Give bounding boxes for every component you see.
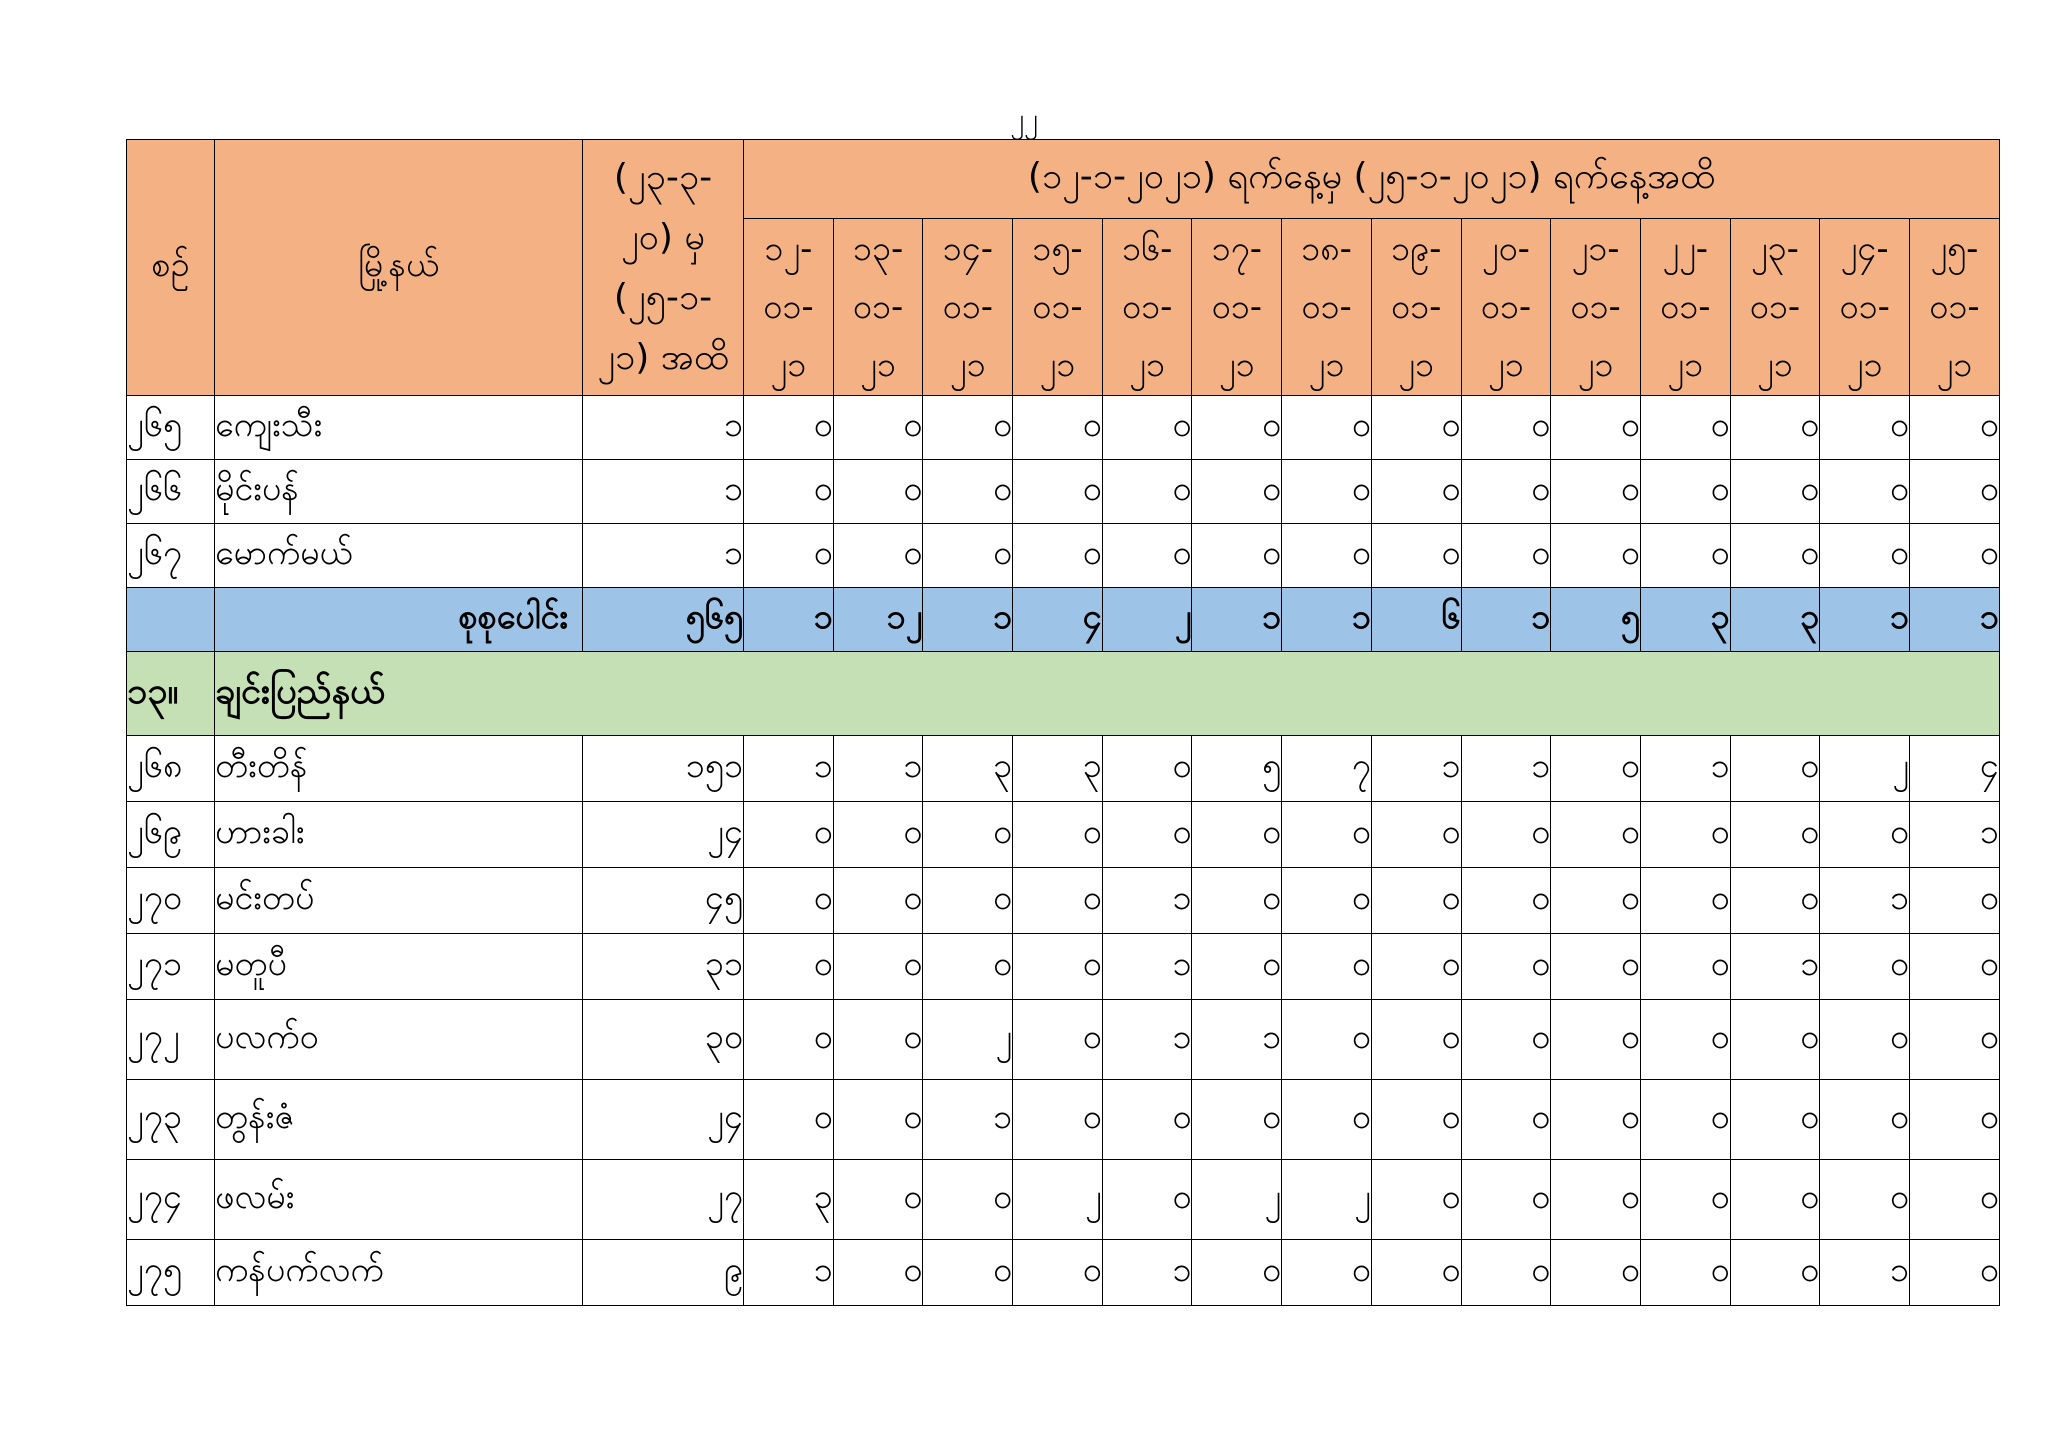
header-date: ၂၂- ၀၁- ၂၁ [1640, 219, 1730, 396]
row-daily-value: ၀ [1192, 934, 1282, 1000]
table-row [127, 1240, 2000, 1306]
row-daily-value: ၀ [1102, 396, 1192, 460]
row-daily-value: ၅ [1192, 736, 1282, 802]
row-daily-value: ၀ [1551, 1080, 1641, 1160]
total-daily-value: ၁၂ [833, 588, 923, 652]
row-daily-value: ၀ [1820, 1080, 1910, 1160]
row-index: ၂၆၅ [127, 396, 215, 460]
row-daily-value: ၀ [1282, 396, 1372, 460]
section-index: ၁၃။ [127, 652, 215, 736]
row-daily-value: ၀ [1282, 460, 1372, 524]
header-date: ၂၃- ၀၁- ၂၁ [1730, 219, 1820, 396]
row-daily-value: ၀ [1013, 1080, 1103, 1160]
table-row [127, 868, 2000, 934]
row-index: ၂၇၃ [127, 1080, 215, 1160]
row-index: ၂၆၉ [127, 802, 215, 868]
row-daily-value: ၀ [1640, 934, 1730, 1000]
row-daily-value: ၃ [744, 1160, 834, 1240]
row-daily-value: ၀ [1730, 460, 1820, 524]
row-daily-value: ၀ [1371, 1000, 1461, 1080]
row-township: ပလက်ဝ [215, 1000, 583, 1080]
row-daily-value: ၀ [833, 1240, 923, 1306]
row-cumulative: ၁ [583, 524, 744, 588]
row-index: ၂၇၅ [127, 1240, 215, 1306]
row-daily-value: ၀ [1102, 1160, 1192, 1240]
row-daily-value: ၀ [923, 460, 1013, 524]
row-daily-value: ၀ [1730, 1000, 1820, 1080]
row-daily-value: ၁ [1730, 934, 1820, 1000]
row-daily-value: ၀ [1282, 1080, 1372, 1160]
row-daily-value: ၀ [1282, 868, 1372, 934]
row-daily-value: ၀ [1909, 868, 1999, 934]
row-daily-value: ၀ [1730, 1080, 1820, 1160]
row-daily-value: ၀ [833, 868, 923, 934]
row-index: ၂၇၄ [127, 1160, 215, 1240]
row-daily-value: ၀ [923, 1240, 1013, 1306]
row-daily-value: ၁ [744, 736, 834, 802]
row-daily-value: ၀ [1909, 396, 1999, 460]
row-daily-value: ၀ [1192, 1240, 1282, 1306]
row-daily-value: ၀ [1909, 1080, 1999, 1160]
row-daily-value: ၀ [1013, 460, 1103, 524]
row-cumulative: ၂၄ [583, 1080, 744, 1160]
row-cumulative: ၃၀ [583, 1000, 744, 1080]
row-daily-value: ၀ [1192, 1080, 1282, 1160]
total-label: စုစုပေါင်း [215, 588, 583, 652]
row-daily-value: ၁ [833, 736, 923, 802]
row-daily-value: ၀ [1909, 1240, 1999, 1306]
row-township: မောက်မယ် [215, 524, 583, 588]
table-row [127, 802, 2000, 868]
header-date: ၂၁- ၀၁- ၂၁ [1551, 219, 1641, 396]
row-daily-value: ၄ [1909, 736, 1999, 802]
row-daily-value: ၁ [1102, 868, 1192, 934]
header-index: စဉ် [127, 140, 215, 396]
row-daily-value: ၀ [1820, 460, 1910, 524]
header-date: ၁၄- ၀၁- ၂၁ [923, 219, 1013, 396]
row-daily-value: ၀ [1909, 460, 1999, 524]
row-cumulative: ၃၁ [583, 934, 744, 1000]
row-daily-value: ၁ [1192, 1000, 1282, 1080]
total-daily-value: ၁ [1820, 588, 1910, 652]
row-daily-value: ၀ [1551, 1240, 1641, 1306]
row-daily-value: ၃ [1013, 736, 1103, 802]
row-daily-value: ၀ [1640, 1240, 1730, 1306]
header-date: ၁၅- ၀၁- ၂၁ [1013, 219, 1103, 396]
row-township: မတူပီ [215, 934, 583, 1000]
row-daily-value: ၀ [1461, 868, 1551, 934]
row-township: ဟားခါး [215, 802, 583, 868]
row-daily-value: ၀ [1640, 1080, 1730, 1160]
row-daily-value: ၀ [923, 868, 1013, 934]
row-cumulative: ၁၅၁ [583, 736, 744, 802]
total-daily-value: ၁ [744, 588, 834, 652]
total-daily-value: ၁ [1909, 588, 1999, 652]
total-daily-value: ၂ [1102, 588, 1192, 652]
header-township: မြို့နယ် [215, 140, 583, 396]
row-daily-value: ၀ [923, 934, 1013, 1000]
row-daily-value: ၀ [744, 1000, 834, 1080]
row-daily-value: ၀ [1371, 1240, 1461, 1306]
table-row [127, 460, 2000, 524]
row-daily-value: ၀ [1461, 396, 1551, 460]
header-date: ၁၈- ၀၁- ၂၁ [1282, 219, 1372, 396]
row-daily-value: ၀ [923, 1160, 1013, 1240]
row-daily-value: ၀ [1282, 1240, 1372, 1306]
total-daily-value: ၁ [1461, 588, 1551, 652]
section-name: ချင်းပြည်နယ် [215, 652, 2000, 736]
row-daily-value: ၀ [744, 868, 834, 934]
row-daily-value: ၀ [833, 1000, 923, 1080]
row-township: ကျေးသီး [215, 396, 583, 460]
row-daily-value: ၀ [1102, 460, 1192, 524]
table-row [127, 396, 2000, 460]
total-daily-value: ၃ [1640, 588, 1730, 652]
row-daily-value: ၀ [1640, 524, 1730, 588]
row-daily-value: ၀ [1909, 524, 1999, 588]
row-index: ၂၆၈ [127, 736, 215, 802]
row-daily-value: ၀ [1551, 1000, 1641, 1080]
row-daily-value: ၀ [1730, 868, 1820, 934]
row-daily-value: ၀ [744, 1080, 834, 1160]
header-date: ၁၂- ၀၁- ၂၁ [744, 219, 834, 396]
row-cumulative: ၁ [583, 460, 744, 524]
row-daily-value: ၀ [1192, 868, 1282, 934]
row-daily-value: ၀ [1640, 396, 1730, 460]
table-row [127, 1160, 2000, 1240]
row-daily-value: ၀ [1461, 934, 1551, 1000]
row-daily-value: ၀ [833, 524, 923, 588]
row-township: တွန်းဇံ [215, 1080, 583, 1160]
total-daily-value: ၁ [1282, 588, 1372, 652]
row-daily-value: ၀ [1909, 934, 1999, 1000]
row-daily-value: ၀ [1551, 736, 1641, 802]
row-daily-value: ၀ [1820, 1000, 1910, 1080]
row-daily-value: ၀ [833, 1080, 923, 1160]
row-daily-value: ၀ [1909, 1160, 1999, 1240]
row-daily-value: ၀ [1551, 1160, 1641, 1240]
row-daily-value: ၀ [833, 396, 923, 460]
row-daily-value: ၀ [744, 396, 834, 460]
row-daily-value: ၁ [1640, 736, 1730, 802]
row-cumulative: ၉ [583, 1240, 744, 1306]
row-daily-value: ၁ [923, 1080, 1013, 1160]
row-daily-value: ၀ [1640, 1000, 1730, 1080]
total-blank [127, 588, 215, 652]
row-daily-value: ၀ [1640, 1160, 1730, 1240]
row-daily-value: ၁ [744, 1240, 834, 1306]
section-row [127, 652, 2000, 736]
row-daily-value: ၂ [1192, 1160, 1282, 1240]
row-daily-value: ၁ [1820, 868, 1910, 934]
row-daily-value: ၁ [1371, 736, 1461, 802]
row-index: ၂၇၀ [127, 868, 215, 934]
table-row [127, 1000, 2000, 1080]
row-daily-value: ၀ [1371, 524, 1461, 588]
total-daily-value: ၁ [1192, 588, 1282, 652]
row-daily-value: ၀ [1730, 736, 1820, 802]
header-date: ၂၄- ၀၁- ၂၁ [1820, 219, 1910, 396]
table-row [127, 934, 2000, 1000]
header-date: ၁၉- ၀၁- ၂၁ [1371, 219, 1461, 396]
row-daily-value: ၀ [1192, 460, 1282, 524]
row-daily-value: ၀ [1102, 1080, 1192, 1160]
row-township: မင်းတပ် [215, 868, 583, 934]
row-daily-value: ၀ [1371, 868, 1461, 934]
row-cumulative: ၂၇ [583, 1160, 744, 1240]
page-number: ၂၂ [1010, 102, 1038, 135]
row-daily-value: ၀ [1013, 934, 1103, 1000]
row-daily-value: ၀ [1192, 802, 1282, 868]
row-daily-value: ၀ [1013, 396, 1103, 460]
row-daily-value: ၀ [1730, 524, 1820, 588]
row-cumulative: ၂၄ [583, 802, 744, 868]
row-daily-value: ၂ [1013, 1160, 1103, 1240]
row-daily-value: ၀ [1730, 1160, 1820, 1240]
row-daily-value: ၁ [1102, 934, 1192, 1000]
row-daily-value: ၀ [1371, 934, 1461, 1000]
row-daily-value: ၀ [744, 460, 834, 524]
row-daily-value: ၀ [1551, 460, 1641, 524]
row-township: ကန်ပက်လက် [215, 1240, 583, 1306]
total-daily-value: ၃ [1730, 588, 1820, 652]
row-daily-value: ၀ [1640, 460, 1730, 524]
row-daily-value: ၀ [1013, 868, 1103, 934]
row-daily-value: ၀ [1461, 460, 1551, 524]
row-daily-value: ၁ [1102, 1000, 1192, 1080]
row-daily-value: ၀ [1282, 802, 1372, 868]
total-cumulative: ၅၆၅ [583, 588, 744, 652]
row-daily-value: ၀ [923, 396, 1013, 460]
row-daily-value: ၀ [1102, 802, 1192, 868]
row-daily-value: ၀ [1461, 1240, 1551, 1306]
row-daily-value: ၁ [1820, 1240, 1910, 1306]
row-daily-value: ၀ [833, 1160, 923, 1240]
row-daily-value: ၀ [1461, 524, 1551, 588]
row-daily-value: ၀ [1371, 396, 1461, 460]
row-daily-value: ၀ [1909, 1000, 1999, 1080]
row-daily-value: ၀ [1820, 396, 1910, 460]
total-daily-value: ၆ [1371, 588, 1461, 652]
row-daily-value: ၀ [1461, 1000, 1551, 1080]
row-daily-value: ၀ [1551, 934, 1641, 1000]
row-index: ၂၇၁ [127, 934, 215, 1000]
header-date: ၁၃- ၀၁- ၂၁ [833, 219, 923, 396]
row-index: ၂၇၂ [127, 1000, 215, 1080]
row-daily-value: ၀ [1013, 524, 1103, 588]
header-date: ၁၆- ၀၁- ၂၁ [1102, 219, 1192, 396]
row-daily-value: ၀ [1551, 802, 1641, 868]
row-daily-value: ၀ [923, 524, 1013, 588]
covid-cases-table [126, 139, 2000, 1306]
row-daily-value: ၂ [1282, 1160, 1372, 1240]
row-daily-value: ၀ [1282, 1000, 1372, 1080]
row-daily-value: ၀ [1013, 802, 1103, 868]
total-row [127, 588, 2000, 652]
row-daily-value: ၀ [1282, 524, 1372, 588]
total-daily-value: ၅ [1551, 588, 1641, 652]
row-daily-value: ၀ [1730, 1240, 1820, 1306]
table-row [127, 1080, 2000, 1160]
row-daily-value: ၀ [1820, 1160, 1910, 1240]
table-row [127, 736, 2000, 802]
row-cumulative: ၁ [583, 396, 744, 460]
row-daily-value: ၀ [744, 934, 834, 1000]
row-daily-value: ၀ [1820, 934, 1910, 1000]
header-cumulative: (၂၃-၃- ၂၀) မှ (၂၅-၁- ၂၁) အထိ [583, 140, 744, 396]
row-daily-value: ၀ [923, 802, 1013, 868]
row-daily-value: ၀ [1461, 1080, 1551, 1160]
row-daily-value: ၁ [1461, 736, 1551, 802]
row-cumulative: ၄၅ [583, 868, 744, 934]
row-township: ဖလမ်း [215, 1160, 583, 1240]
total-daily-value: ၄ [1013, 588, 1103, 652]
row-daily-value: ၀ [1371, 802, 1461, 868]
row-daily-value: ၀ [1551, 396, 1641, 460]
table-row [127, 524, 2000, 588]
row-daily-value: ၂ [1820, 736, 1910, 802]
row-daily-value: ၀ [833, 460, 923, 524]
header-date: ၁၇- ၀၁- ၂၁ [1192, 219, 1282, 396]
row-daily-value: ၀ [1371, 1080, 1461, 1160]
header-date: ၂၀- ၀၁- ၂၁ [1461, 219, 1551, 396]
header-date: ၂၅- ၀၁- ၂၁ [1909, 219, 1999, 396]
row-daily-value: ၃ [923, 736, 1013, 802]
row-index: ၂၆၆ [127, 460, 215, 524]
row-daily-value: ၀ [1371, 460, 1461, 524]
row-daily-value: ၀ [833, 934, 923, 1000]
row-daily-value: ၀ [1192, 396, 1282, 460]
row-daily-value: ၇ [1282, 736, 1372, 802]
row-daily-value: ၀ [1461, 802, 1551, 868]
total-daily-value: ၁ [923, 588, 1013, 652]
row-township: မိုင်းပန် [215, 460, 583, 524]
row-daily-value: ၀ [744, 524, 834, 588]
row-daily-value: ၀ [1551, 868, 1641, 934]
row-daily-value: ၀ [1102, 736, 1192, 802]
row-daily-value: ၀ [1551, 524, 1641, 588]
row-daily-value: ၀ [1192, 524, 1282, 588]
header-row-1 [127, 140, 2000, 219]
row-daily-value: ၀ [1282, 934, 1372, 1000]
header-period-title: (၁၂-၁-၂၀၂၁) ရက်နေ့မှ (၂၅-၁-၂၀၂၁) ရက်နေ့အထိ [744, 140, 2000, 219]
row-daily-value: ၀ [1013, 1000, 1103, 1080]
row-index: ၂၆၇ [127, 524, 215, 588]
row-daily-value: ၀ [1640, 868, 1730, 934]
row-daily-value: ၀ [1371, 1160, 1461, 1240]
row-daily-value: ၁ [1102, 1240, 1192, 1306]
row-daily-value: ၀ [1102, 524, 1192, 588]
row-daily-value: ၀ [1820, 802, 1910, 868]
row-daily-value: ၀ [1820, 524, 1910, 588]
row-daily-value: ၀ [1730, 802, 1820, 868]
row-daily-value: ၂ [923, 1000, 1013, 1080]
row-daily-value: ၀ [1640, 802, 1730, 868]
row-daily-value: ၀ [1013, 1240, 1103, 1306]
row-daily-value: ၀ [1461, 1160, 1551, 1240]
row-township: တီးတိန် [215, 736, 583, 802]
row-daily-value: ၀ [1730, 396, 1820, 460]
row-daily-value: ၁ [1909, 802, 1999, 868]
row-daily-value: ၀ [744, 802, 834, 868]
row-daily-value: ၀ [833, 802, 923, 868]
